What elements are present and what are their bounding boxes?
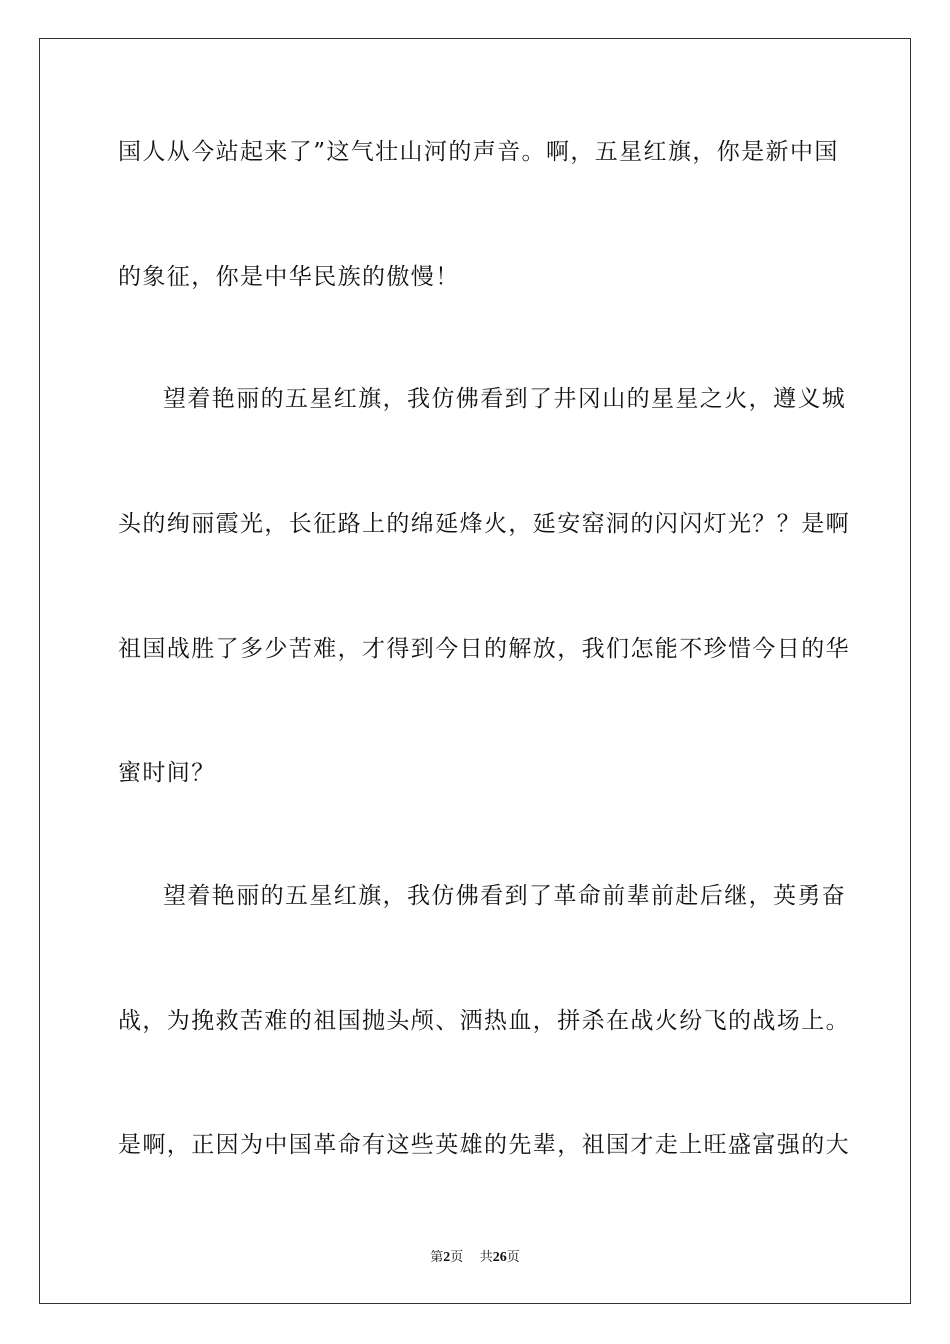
total-suffix: 页	[506, 1250, 520, 1265]
paragraph-3-line-1: 望着艳丽的五星红旗，我仿佛看到了革命前辈前赴后继，英勇奋	[163, 883, 847, 909]
paragraph-2-line-4: 蜜时间？	[118, 760, 216, 786]
page-prefix: 第	[430, 1250, 444, 1265]
paragraph-2-line-3: 祖国战胜了多少苦难，才得到今日的解放，我们怎能不珍惜今日的华	[118, 636, 850, 662]
paragraph-4-line-1: 是啊，正因为中国革命有这些英雄的先辈，祖国才走上旺盛富强的大	[118, 1132, 850, 1158]
text-line-2: 的象征，你是中华民族的傲慢！	[118, 264, 460, 290]
paragraph-2-line-2: 头的绚丽霞光，长征路上的绵延烽火，延安窑洞的闪闪灯光？？是啊	[118, 511, 850, 537]
page-number: 2	[443, 1250, 451, 1265]
page-footer	[0, 1246, 950, 1266]
page-suffix: 页	[450, 1250, 464, 1265]
paragraph-2-line-1: 望着艳丽的五星红旗，我仿佛看到了井冈山的星星之火，遵义城	[163, 386, 847, 412]
total-pages: 26	[492, 1250, 507, 1265]
paragraph-3-line-2: 战，为挽救苦难的祖国抛头颅、洒热血，拼杀在战火纷飞的战场上。	[118, 1008, 850, 1034]
text-line-1: 国人从今站起来了”这气壮山河的声音。啊，五星红旗，你是新中国	[118, 139, 839, 165]
page-border	[39, 38, 911, 1304]
total-prefix: 共	[479, 1250, 493, 1265]
